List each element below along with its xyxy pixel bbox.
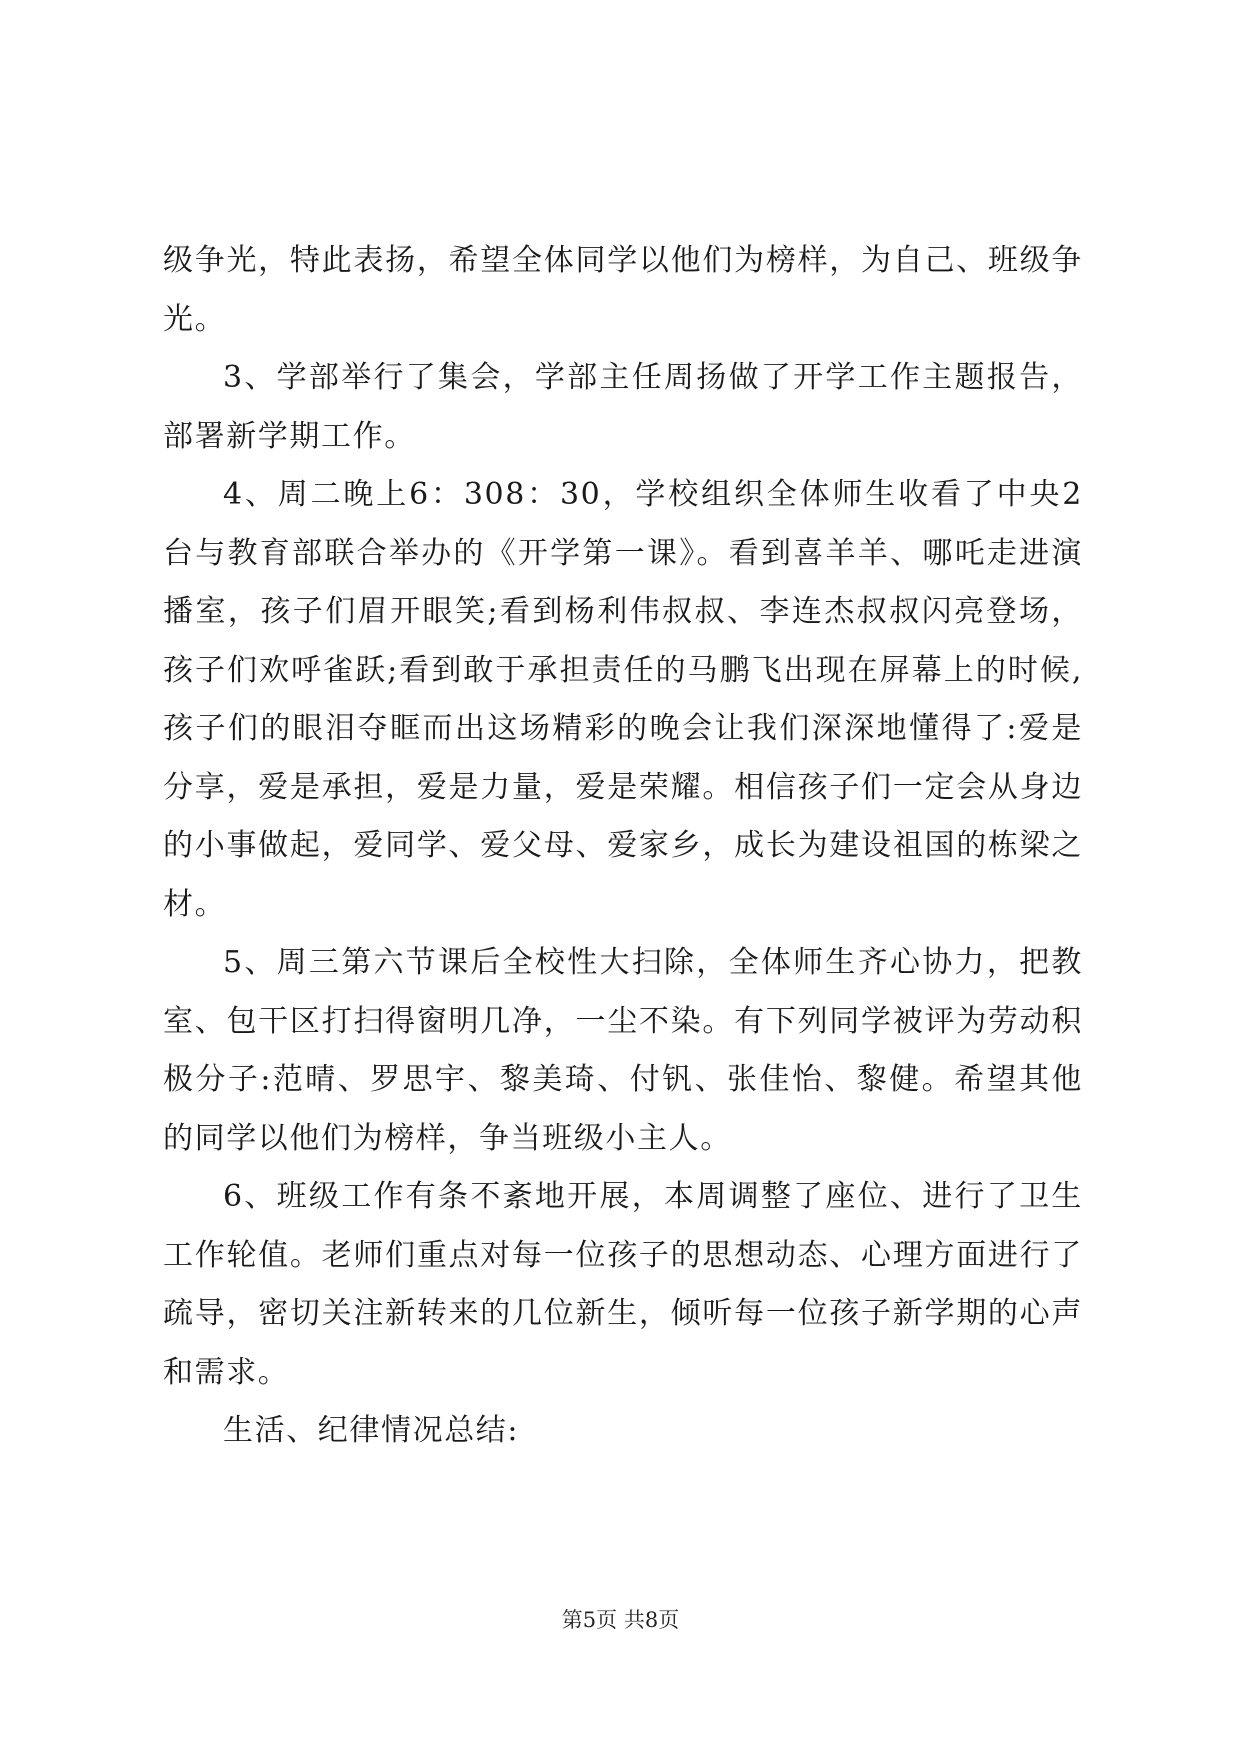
paragraph-item-5: 5、周三第六节课后全校性大扫除，全体师生齐心协力，把教室、包干区打扫得窗明几净，一尘不染。有下列同学被评为劳动积极分子:范晴、罗思宇、黎美琦、付钒、张佳怡、黎健。希望其他的同学以他们为榜样，争当班级小主人。 bbox=[163, 945, 1083, 1156]
paragraph-item-3: 3、学部举行了集会，学部主任周扬做了开学工作主题报告，部署新学期工作。 bbox=[163, 360, 1083, 454]
page-number-footer: 第5页 共8页 bbox=[561, 1608, 680, 1632]
paragraph-item-4: 4、周二晚上6：308：30，学校组织全体师生收看了中央2台与教育部联合举办的《开学第一课》。看到喜羊羊、哪吒走进演播室，孩子们眉开眼笑;看到杨利伟叔叔、李连杰叔叔闪亮登场，孩子们欢呼雀跃;看到敢于承担责任的马鹏飞出现在屏幕上的时候,孩子们的眼泪夺眶而出这场精彩的晚会让我们深深地懂得了:爱是分享，爱是承担，爱是力量，爱是荣耀。相信孩子们一定会从身边的小事做起，爱同学、爱父母、爱家乡，成长为建设祖国的栋梁之材。 bbox=[163, 477, 1083, 922]
paragraph-section-heading: 生活、纪律情况总结: bbox=[223, 1413, 520, 1448]
document-body bbox=[163, 232, 1083, 1461]
paragraph-continuation: 级争光，特此表扬，希望全体同学以他们为榜样，为自己、班级争光。 bbox=[163, 243, 1083, 337]
paragraph-item-6: 6、班级工作有条不紊地开展，本周调整了座位、进行了卫生工作轮值。老师们重点对每一位孩子的思想动态、心理方面进行了疏导，密切关注新转来的几位新生，倾听每一位孩子新学期的心声和需求。 bbox=[163, 1179, 1083, 1390]
